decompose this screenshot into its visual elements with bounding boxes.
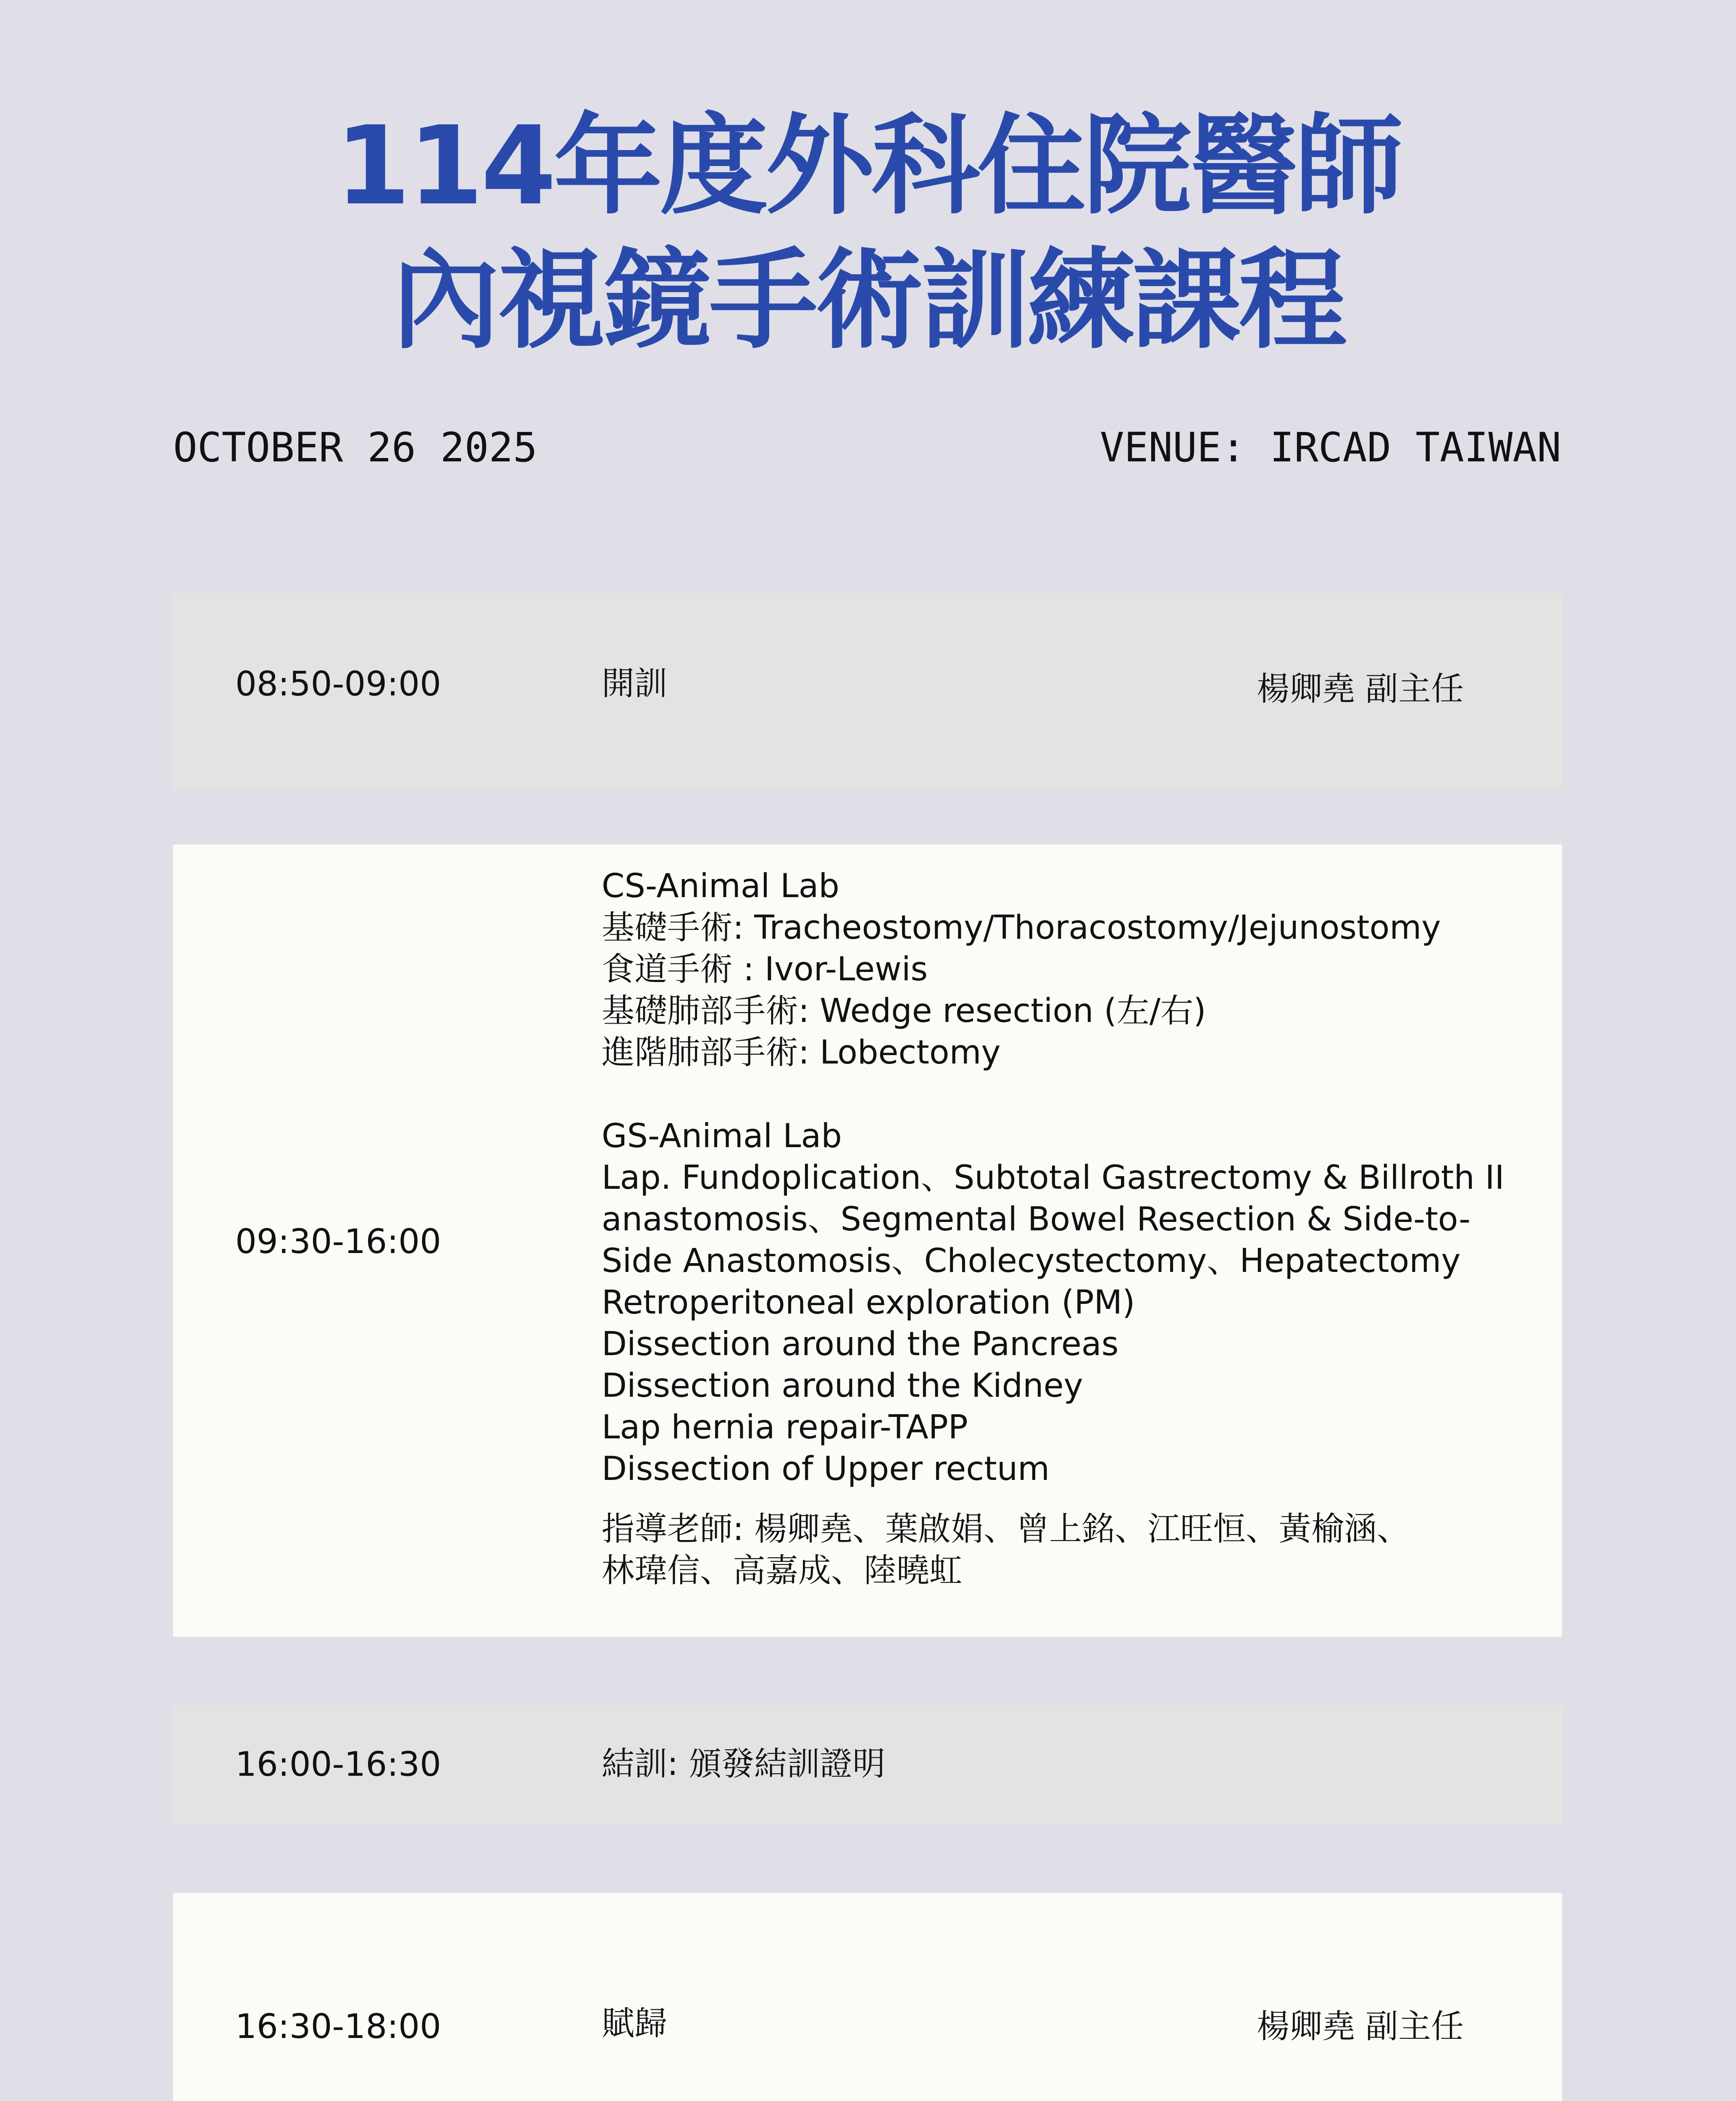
gs-line: Side Anastomosis、Cholecystectomy、Hepatectomy bbox=[602, 1242, 1461, 1280]
gs-line: Retroperitoneal exploration (PM) bbox=[602, 1284, 1135, 1322]
gs-line: GS-Animal Lab bbox=[602, 1117, 842, 1155]
gs-line: Lap hernia repair-TAPP bbox=[602, 1409, 968, 1446]
instructors-line: 指導老師: 楊卿堯、葉啟娟、曾上銘、江旺恒、黃榆涵、 bbox=[602, 1510, 1410, 1548]
instructors-line: 林瑋信、高嘉成、陸曉虹 bbox=[602, 1552, 963, 1590]
cs-line: CS-Animal Lab bbox=[602, 867, 839, 905]
instructors-block bbox=[602, 1509, 1410, 1592]
session-activity: 賦歸 bbox=[602, 2005, 668, 2043]
gs-line: Dissection of Upper rectum bbox=[602, 1450, 1050, 1488]
event-date: OCTOBER 26 2025 bbox=[173, 424, 537, 471]
cs-line: 基礎肺部手術: Wedge resection (左/右) bbox=[602, 992, 1206, 1030]
session-speaker: 楊卿堯 副主任 bbox=[1257, 670, 1464, 708]
session-activity: 開訓 bbox=[602, 665, 668, 703]
gs-line: Dissection around the Kidney bbox=[602, 1367, 1083, 1405]
gs-line: anastomosis、Segmental Bowel Resection & Side-to- bbox=[602, 1201, 1471, 1238]
session-time: 08:50-09:00 bbox=[235, 664, 441, 703]
session-time: 16:30-18:00 bbox=[235, 2007, 441, 2046]
schedule-row-animal-lab bbox=[173, 845, 1562, 1637]
page-title bbox=[0, 99, 1736, 368]
session-time: 09:30-16:00 bbox=[235, 1222, 441, 1261]
gs-line: Dissection around the Pancreas bbox=[602, 1325, 1119, 1363]
cs-line: 進階肺部手術: Lobectomy bbox=[602, 1034, 1001, 1072]
schedule-row-closing bbox=[173, 1705, 1562, 1825]
title-line-1: 114年度外科住院醫師 bbox=[335, 103, 1401, 229]
schedule-row-opening bbox=[173, 593, 1562, 790]
event-venue: VENUE: IRCAD TAIWAN bbox=[1099, 424, 1561, 471]
session-activity: 結訓: 頒發結訓證明 bbox=[602, 1745, 886, 1783]
session-speaker: 楊卿堯 副主任 bbox=[1257, 2008, 1464, 2046]
cs-line: 食道手術 : Ivor-Lewis bbox=[602, 950, 928, 988]
cs-line: 基礎手術: Tracheostomy/Thoracostomy/Jejunostomy bbox=[602, 909, 1441, 947]
cs-animal-lab-block bbox=[602, 866, 1441, 1074]
session-time: 16:00-16:30 bbox=[235, 1745, 441, 1784]
title-line-2: 內視鏡手術訓練課程 bbox=[392, 237, 1344, 363]
schedule-row-return bbox=[173, 1893, 1562, 2101]
gs-animal-lab-block bbox=[602, 1116, 1505, 1490]
gs-line: Lap. Fundoplication、Subtotal Gastrectomy & Billroth II bbox=[602, 1159, 1505, 1197]
